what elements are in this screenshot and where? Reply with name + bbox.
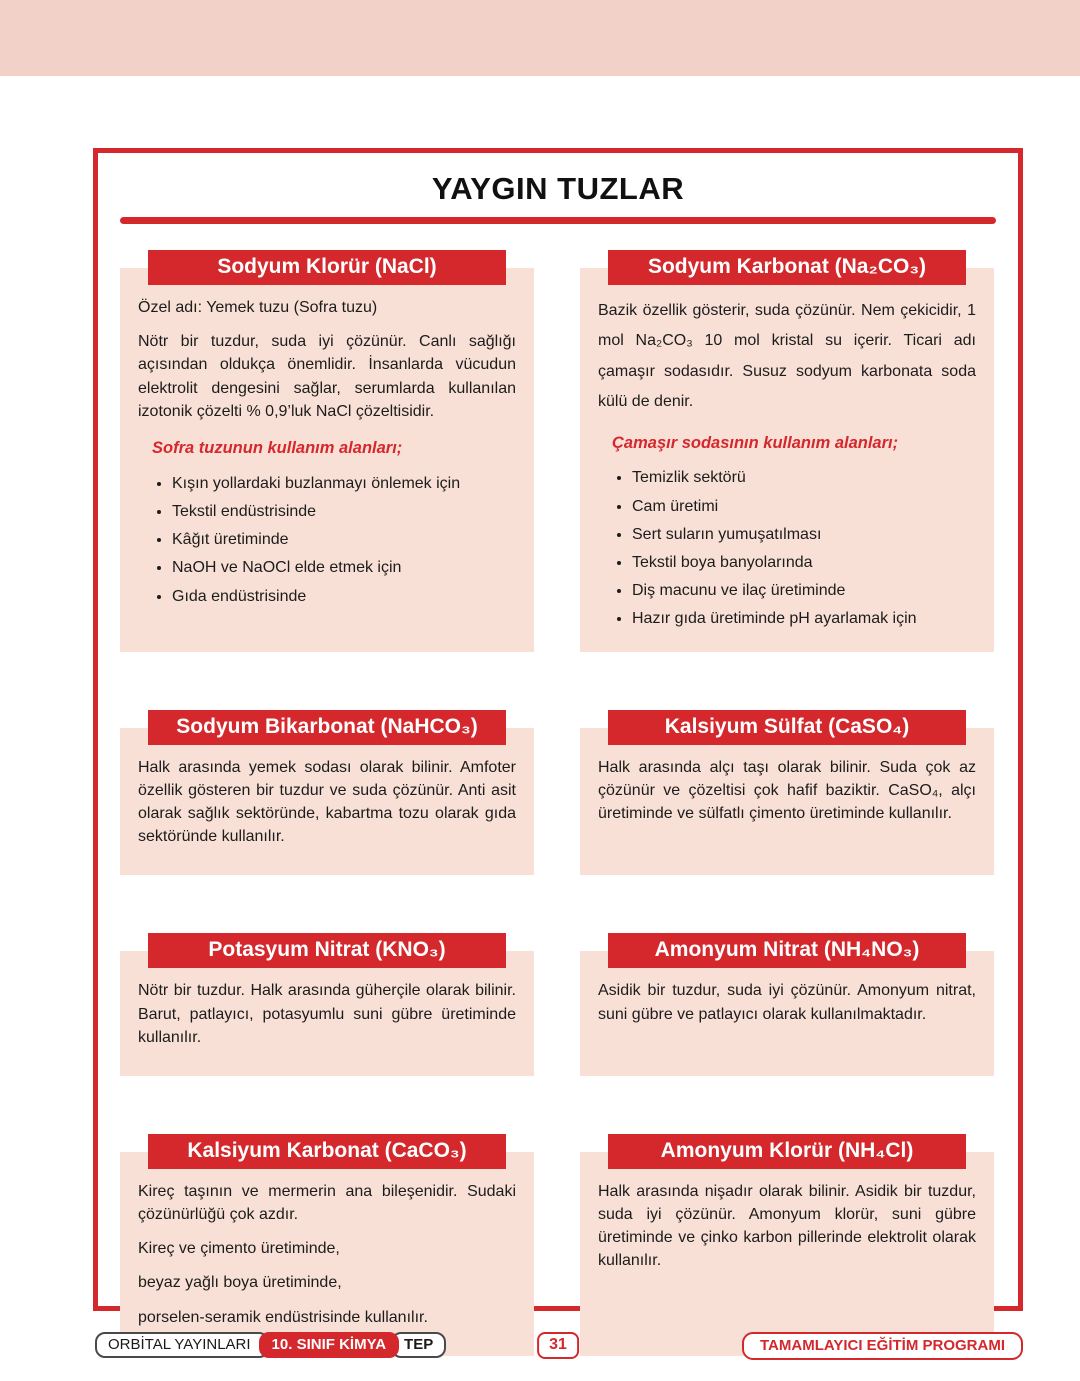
card-body (120, 728, 534, 876)
usage-list-item: • Sert suların yumuşatılması (632, 523, 976, 546)
usage-list-item: • Tekstil boya banyolarında (632, 551, 976, 574)
card-paragraph: Halk arasında alçı taşı olarak bilinir. Suda çok az çözünür ve çözeltisi çok hafif baziktir. CaSO₄, alçı üretiminde ve sülfatlı çimento üretiminde kullanılır. (598, 758, 976, 822)
program-badge: TAMAMLAYICI EĞİTİM PROGRAMI (742, 1332, 1023, 1360)
card-amonyum-nitrat (580, 933, 994, 1076)
book-series-badge: 10. SINIF KİMYA (259, 1332, 399, 1358)
card-body (120, 268, 534, 652)
card-potasyum-nitrat (120, 933, 534, 1076)
card-sodyum-karbonat (580, 250, 994, 652)
card-paragraph: Kireç ve çimento üretiminde, (138, 1240, 340, 1258)
usage-list (632, 466, 976, 630)
card-sodyum-bikarbonat (120, 710, 534, 876)
usage-list (172, 472, 516, 608)
page-title: YAYGIN TUZLAR (431, 171, 685, 206)
card-body (580, 951, 994, 1076)
cards-grid (98, 224, 1018, 1356)
card-body (580, 268, 994, 652)
usage-list-item: • Kâğıt üretiminde (172, 528, 516, 551)
page-footer (93, 1331, 1023, 1361)
card-title-banner: Sodyum Bikarbonat (NaHCO₃) (148, 710, 506, 745)
card-body (580, 728, 994, 876)
footer-publisher-group (95, 1332, 446, 1358)
card-paragraph: Asidik bir tuzdur, suda iyi çözünür. Amonyum nitrat, suni gübre ve patlayıcı olarak kullanılmaktadır. (598, 982, 976, 1023)
card-body (580, 1152, 994, 1356)
card-kalsiyum-karbonat (120, 1134, 534, 1356)
usage-list-item: • Gıda endüstrisinde (172, 585, 516, 608)
card-body (120, 951, 534, 1076)
usage-list-item: • Cam üretimi (632, 495, 976, 518)
card-kalsiyum-sulfat (580, 710, 994, 876)
card-amonyum-klorur (580, 1134, 994, 1356)
card-paragraph: Bazik özellik gösterir, suda çözünür. Nem çekicidir, 1 mol Na₂CO₃ 10 mol kristal su içerir. Ticari adı çamaşır sodasıdır. Susuz sodyum karbonata soda külü de denir. (598, 302, 976, 411)
card-paragraph: Halk arasında nişadır olarak bilinir. Asidik bir tuzdur, suda iyi çözünür. Amonyum klorür, suni gübre üretiminde ve çinko karbon pillerinde elektrolit olarak kullanılır. (598, 1182, 976, 1270)
card-title-banner: Amonyum Klorür (NH₄Cl) (608, 1134, 966, 1169)
card-title-banner: Kalsiyum Karbonat (CaCO₃) (148, 1134, 506, 1169)
usage-list-title: Sofra tuzunun kullanım alanları; (152, 438, 403, 457)
tep-badge: TEP (391, 1332, 446, 1358)
usage-list-item: • Tekstil endüstrisinde (172, 500, 516, 523)
content-frame (93, 148, 1023, 1326)
usage-list-title: Çamaşır sodasının kullanım alanları; (612, 433, 899, 452)
page-number-badge: 31 (537, 1332, 579, 1359)
card-paragraph: Özel adı: Yemek tuzu (Sofra tuzu) (138, 299, 378, 316)
usage-list-item: • NaOH ve NaOCl elde etmek için (172, 556, 516, 579)
card-title-banner: Sodyum Klorür (NaCl) (148, 250, 506, 285)
usage-list-item: • Diş macunu ve ilaç üretiminde (632, 579, 976, 602)
card-paragraph: Nötr bir tuzdur. Halk arasında güherçile olarak bilinir. Barut, patlayıcı, potasyumlu suni gübre üretiminde kullanılır. (138, 982, 516, 1046)
usage-list-item: • Temizlik sektörü (632, 466, 976, 489)
card-title-banner: Kalsiyum Sülfat (CaSO₄) (608, 710, 966, 745)
card-paragraph: beyaz yağlı boya üretiminde, (138, 1274, 342, 1292)
card-paragraph: porselen-seramik endüstrisinde kullanılır. (138, 1308, 428, 1326)
card-title-banner: Amonyum Nitrat (NH₄NO₃) (608, 933, 966, 968)
card-title-banner: Potasyum Nitrat (KNO₃) (148, 933, 506, 968)
card-paragraph: Kireç taşının ve mermerin ana bileşenidir. Sudaki çözünürlüğü çok azdır. (138, 1182, 516, 1224)
usage-list-item: • Kışın yollardaki buzlanmayı önlemek için (172, 472, 516, 495)
card-paragraph: Nötr bir tuzdur, suda iyi çözünür. Canlı sağlığı açısından oldukça önemlidir. İnsanlarda vücudun elektrolit dengesini sağlar, serumlarda kullanılan izotonik çözelti % 0,9’luk NaCl çözeltisidir. (138, 333, 516, 420)
title-divider (120, 217, 996, 224)
top-band (0, 0, 1080, 76)
card-title-banner: Sodyum Karbonat (Na₂CO₃) (608, 250, 966, 285)
card-sodyum-klorur (120, 250, 534, 652)
usage-list-item: • Hazır gıda üretiminde pH ayarlamak için (632, 607, 976, 630)
card-body (120, 1152, 534, 1356)
card-paragraph: Halk arasında yemek sodası olarak bilinir. Amfoter özellik gösteren bir tuzdur ve suda çözünür. Anti asit olarak sağlık sektöründe, kabartma tozu olarak gıda sektöründe kullanılır. (138, 758, 516, 846)
publisher-badge: ORBİTAL YAYINLARI (95, 1332, 269, 1358)
